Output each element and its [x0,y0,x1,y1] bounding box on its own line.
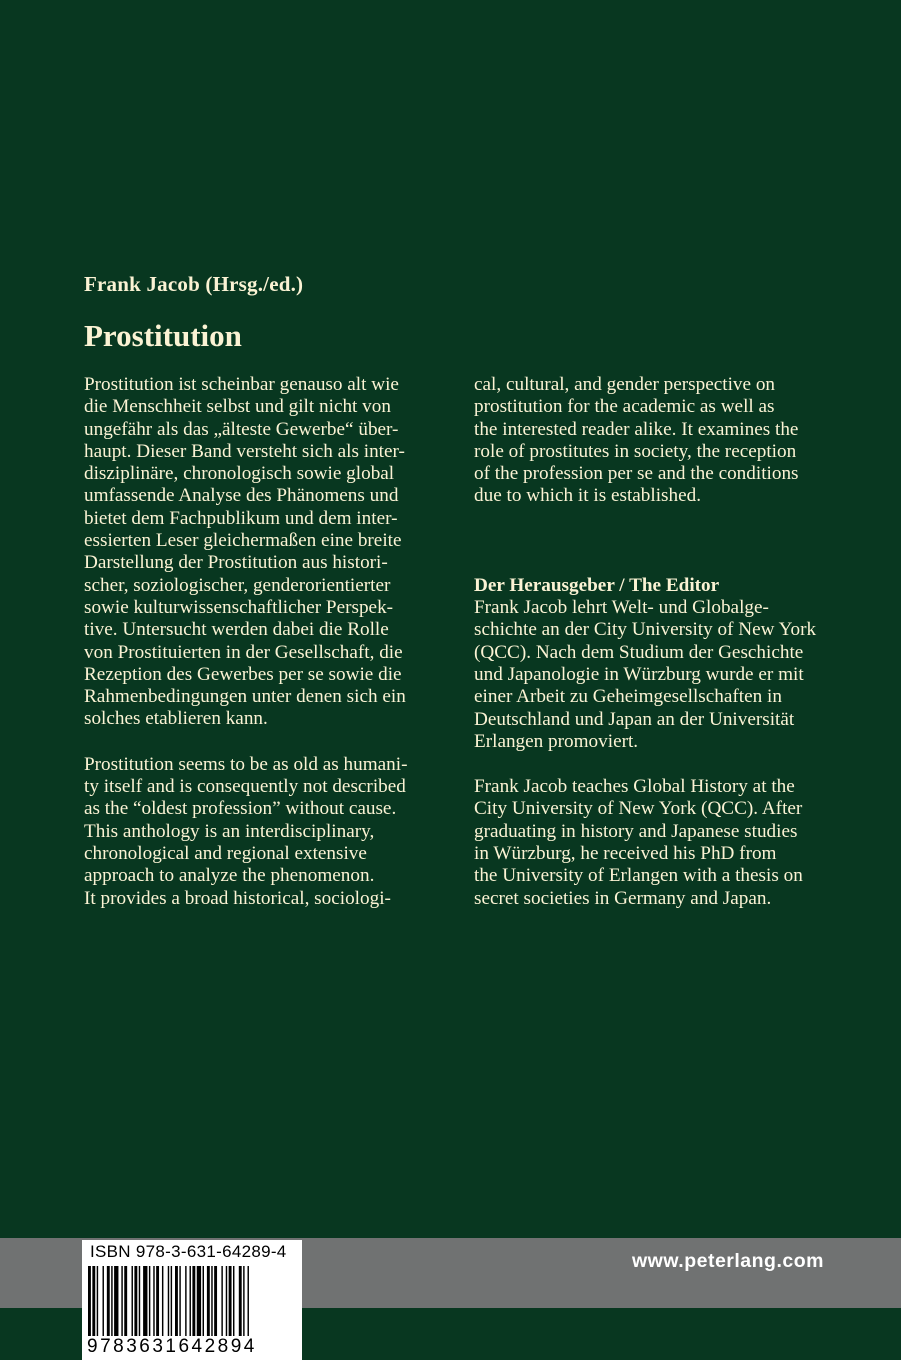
barcode-bar [214,1266,217,1338]
text-line: Frank Jacob lehrt Welt- und Globalge- [474,597,769,619]
barcode-bar [92,1266,95,1338]
text-line: Prostitution seems to be as old as humani- [84,753,408,775]
book-title: Prostitution [84,318,242,353]
barcode-bar [139,1266,140,1338]
text-line: umfassende Analyse des Phänomens und [84,485,399,507]
barcode-bar [156,1266,159,1338]
barcode-bar [114,1266,118,1338]
text-line: Rezeption des Gewerbes per se sowie die [84,663,402,685]
barcode-bar [103,1266,104,1338]
barcode-bar [229,1266,232,1338]
barcode-bar [185,1266,186,1338]
barcode-bar [211,1266,212,1338]
text-line: die Menschheit selbst und gilt nicht von [84,396,391,418]
barcode-bar [175,1266,178,1338]
barcode-bar [207,1266,210,1338]
text-line: approach to analyze the phenomenon. [84,865,375,887]
text-line: role of prostitutes in society, the reception [474,440,797,462]
text-line: Erlangen promoviert. [474,730,639,752]
text-line: von Prostituierten in der Gesellschaft, die [84,641,403,663]
barcode-bar [248,1266,249,1338]
barcode-bar [107,1266,110,1338]
barcode-bar [233,1266,234,1338]
text-line: cal, cultural, and gender perspective on [474,374,776,395]
barcode-bar [192,1266,195,1338]
isbn-barcode-box [82,1240,302,1360]
barcode-bar [179,1266,180,1338]
text-line: It provides a broad historical, sociologi- [84,887,391,909]
text-line: as the “oldest profession” without cause. [84,798,397,820]
text-line: Frank Jacob teaches Global History at the [474,776,795,798]
barcode-bar [197,1266,201,1338]
right-column [474,374,834,910]
left-column [84,374,444,910]
barcode-bar [221,1266,222,1338]
english-blurb-continued [474,374,834,508]
text-line: (QCC). Nach dem Studium der Geschichte [474,641,804,663]
text-line: scher, soziologischer, genderorientierter [84,574,391,596]
barcode-bar [239,1266,242,1338]
barcode-bar [97,1266,98,1338]
text-line: secret societies in Germany and Japan. [474,887,772,909]
text-line: prostitution for the academic as well as [474,396,775,418]
isbn-label: ISBN 978-3-631-64289-4 [90,1242,287,1261]
barcode-bar [132,1266,133,1338]
text-line: City University of New York (QCC). After [474,798,803,820]
barcode-bar [124,1266,127,1338]
text-line: in Würzburg, he received his PhD from [474,843,777,865]
text-line: Darstellung der Prostitution aus histori- [84,552,388,574]
text-line: schichte an der City University of New York [474,619,817,641]
text-line: tive. Untersucht werden dabei die Rolle [84,619,389,641]
text-line: einer Arbeit zu Geheimgesellschaften in [474,686,782,708]
text-line: Prostitution ist scheinbar genauso alt wie [84,374,399,395]
barcode-bar [190,1266,191,1338]
barcode-bar [171,1266,172,1338]
barcode-bar [111,1266,112,1338]
text-line: ty itself and is consequently not described [84,776,406,798]
text-line: Deutschland und Japan an der Universität [474,708,795,730]
editor-credit: Frank Jacob (Hrsg./ed.) [84,272,304,296]
text-line: This anthology is an interdisciplinary, [84,820,375,842]
editor-bio-german [474,575,834,753]
barcode-bar [121,1266,122,1338]
text-line: solches etablieren kann. [84,708,268,730]
text-line: essierten Leser gleichermaßen eine breite [84,530,402,552]
barcode-bar [134,1266,137,1338]
german-blurb [84,374,444,731]
text-line: und Japanologie in Würzburg wurde er mit [474,663,804,685]
text-line: graduating in history and Japanese studies [474,820,798,842]
text-line: sowie kulturwissenschaftlicher Perspek- [84,596,394,618]
barcode-number: 9783631642894 [87,1336,257,1357]
editor-bio-english [474,776,834,910]
publisher-website: www.peterlang.com [632,1250,824,1272]
barcode-bar [162,1266,163,1338]
text-line: ungefähr als das „älteste Gewerbe“ über- [84,418,399,440]
barcode-bar [149,1266,150,1338]
barcode-bar [243,1266,244,1338]
text-line: due to which it is established. [474,485,702,507]
barcode-bar [88,1266,91,1338]
editor-heading: Der Herausgeber / The Editor [474,574,720,596]
barcode-bar [143,1266,147,1338]
text-line: Rahmenbedingungen unter denen sich ein [84,686,406,708]
text-line: disziplinäre, chronologisch sowie global [84,463,395,485]
text-line: of the profession per se and the conditions [474,463,799,485]
barcode-bar [153,1266,154,1338]
text-line: chronological and regional extensive [84,842,367,864]
text-line: haupt. Dieser Band versteht sich als inter- [84,440,405,462]
text-line: the interested reader alike. It examines the [474,418,799,440]
barcode-bar [168,1266,169,1338]
text-line: the University of Erlangen with a thesis on [474,865,803,887]
english-blurb [84,754,444,910]
barcode-bar [203,1266,204,1338]
barcode-bar [226,1266,227,1338]
text-line: bietet dem Fachpublikum und dem inter- [84,507,398,529]
